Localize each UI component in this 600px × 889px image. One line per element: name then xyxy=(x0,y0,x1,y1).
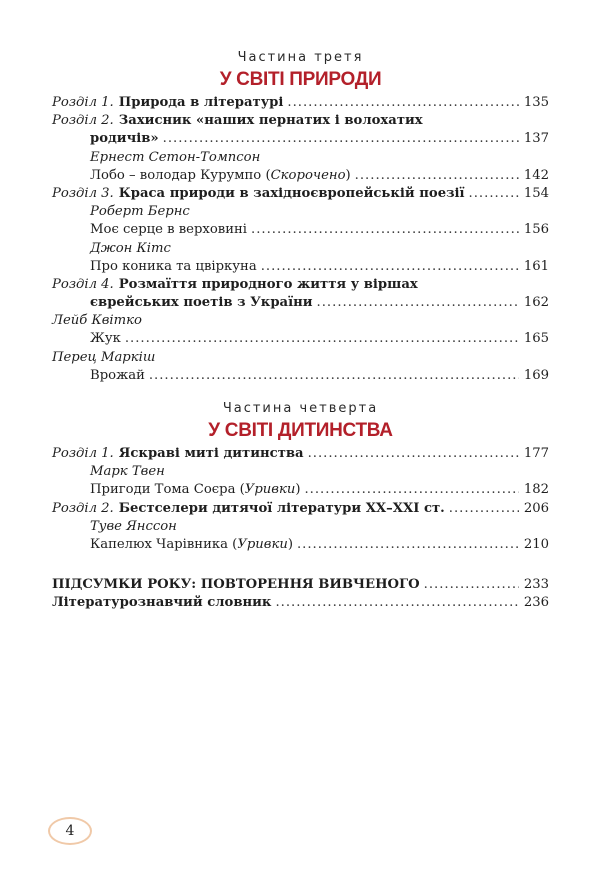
toc-entry[interactable] xyxy=(52,536,549,554)
toc-entry-glossary[interactable] xyxy=(52,594,549,612)
entry-title: Лобо – володар Курумпо (Скорочено) xyxy=(90,167,351,183)
section-label: Розділ 2. xyxy=(52,113,114,129)
leader-dots xyxy=(355,167,519,185)
leader-dots xyxy=(125,330,519,348)
entry-title: ПІДСУМКИ РОКУ: ПОВТОРЕННЯ ВИВЧЕНОГО xyxy=(52,577,420,593)
leader-dots xyxy=(287,94,519,112)
toc-entry[interactable] xyxy=(52,276,549,294)
leader-dots xyxy=(297,536,519,554)
author-name: Лейб Квітко xyxy=(52,313,142,329)
entry-title: Про коника та цвіркуна xyxy=(90,258,257,274)
toc-entry[interactable] xyxy=(52,185,549,203)
toc-entry[interactable] xyxy=(52,445,549,463)
leader-dots xyxy=(261,258,519,276)
author-name: Джон Кітс xyxy=(90,240,171,256)
section-label: Розділ 1. xyxy=(52,446,114,461)
toc-entry[interactable] xyxy=(52,94,549,112)
entry-title: Захисник «наших пернатих і волохатих xyxy=(118,113,423,129)
page-ref: 154 xyxy=(523,185,549,201)
entry-title: Яскраві миті дитинства xyxy=(118,446,304,461)
section-label: Розділ 1. xyxy=(52,95,114,110)
leader-dots xyxy=(308,445,519,463)
entry-title: Врожай xyxy=(90,367,145,383)
leader-dots xyxy=(469,185,519,203)
page-ref: 177 xyxy=(523,446,549,461)
author-name: Марк Твен xyxy=(90,464,165,480)
toc-entry[interactable] xyxy=(52,367,549,385)
leader-dots xyxy=(304,481,519,499)
author-name: Ернест Сетон-Томпсон xyxy=(90,149,261,165)
entry-title: Капелюх Чарівника (Уривки) xyxy=(90,536,293,552)
leader-dots xyxy=(449,500,519,518)
entry-title: Літературознавчий словник xyxy=(52,595,272,611)
leader-dots xyxy=(317,294,519,312)
leader-dots xyxy=(149,367,519,385)
entry-title: родичів» xyxy=(90,131,159,147)
author-name: Перец Маркіш xyxy=(52,349,156,365)
leader-dots xyxy=(424,576,519,594)
table-of-contents xyxy=(52,48,549,613)
toc-entry[interactable] xyxy=(52,112,549,130)
entry-title: Природа в літературі xyxy=(118,95,284,110)
entry-title: Моє серце в верховині xyxy=(90,222,248,238)
page-ref: 135 xyxy=(523,95,549,110)
entry-title: Краса природи в західноєвропейській поезії xyxy=(118,185,465,201)
entry-title: Жук xyxy=(90,331,121,347)
toc-entry-summary[interactable] xyxy=(52,576,549,594)
author-name: Роберт Бернс xyxy=(90,204,190,220)
page-ref: 182 xyxy=(523,482,549,498)
section-label: Розділ 3. xyxy=(52,185,114,201)
entry-title: Бестселери дитячої літератури XX–XXI ст. xyxy=(118,500,445,516)
part-label: Частина четверта xyxy=(222,401,379,416)
page-ref: 156 xyxy=(523,222,549,238)
toc-entry[interactable] xyxy=(52,258,549,276)
page-ref: 233 xyxy=(523,577,549,593)
page-ref: 169 xyxy=(523,367,549,383)
part-title: У СВІТІ ДИТИНСТВА xyxy=(208,420,393,441)
page-number-badge: 4 xyxy=(48,817,92,845)
leader-dots xyxy=(163,130,519,148)
page-ref: 236 xyxy=(523,595,549,611)
page-ref: 142 xyxy=(523,167,549,183)
toc-entry[interactable] xyxy=(52,481,549,499)
leader-dots xyxy=(251,221,519,239)
section-label: Розділ 2. xyxy=(52,500,114,516)
page-ref: 210 xyxy=(523,536,549,552)
part-title: У СВІТІ ПРИРОДИ xyxy=(219,69,382,90)
toc-entry[interactable] xyxy=(52,500,549,518)
toc-entry[interactable] xyxy=(52,330,549,348)
author-name: Туве Янссон xyxy=(90,518,177,534)
page-ref: 137 xyxy=(523,131,549,147)
part-label: Частина третя xyxy=(237,50,364,65)
toc-entry[interactable] xyxy=(52,167,549,185)
page-ref: 165 xyxy=(523,331,549,347)
toc-entry[interactable] xyxy=(52,130,549,148)
page-ref: 161 xyxy=(523,258,549,274)
page-ref: 162 xyxy=(523,295,549,311)
section-label: Розділ 4. xyxy=(52,276,114,292)
entry-title: Пригоди Тома Соєра (Уривки) xyxy=(90,482,301,498)
leader-dots xyxy=(275,594,519,612)
toc-entry[interactable] xyxy=(52,221,549,239)
toc-entry[interactable] xyxy=(52,294,549,312)
entry-title: Розмаїття природного життя у віршах xyxy=(118,276,418,292)
entry-title: єврейських поетів з України xyxy=(90,295,313,311)
page-ref: 206 xyxy=(523,500,549,516)
